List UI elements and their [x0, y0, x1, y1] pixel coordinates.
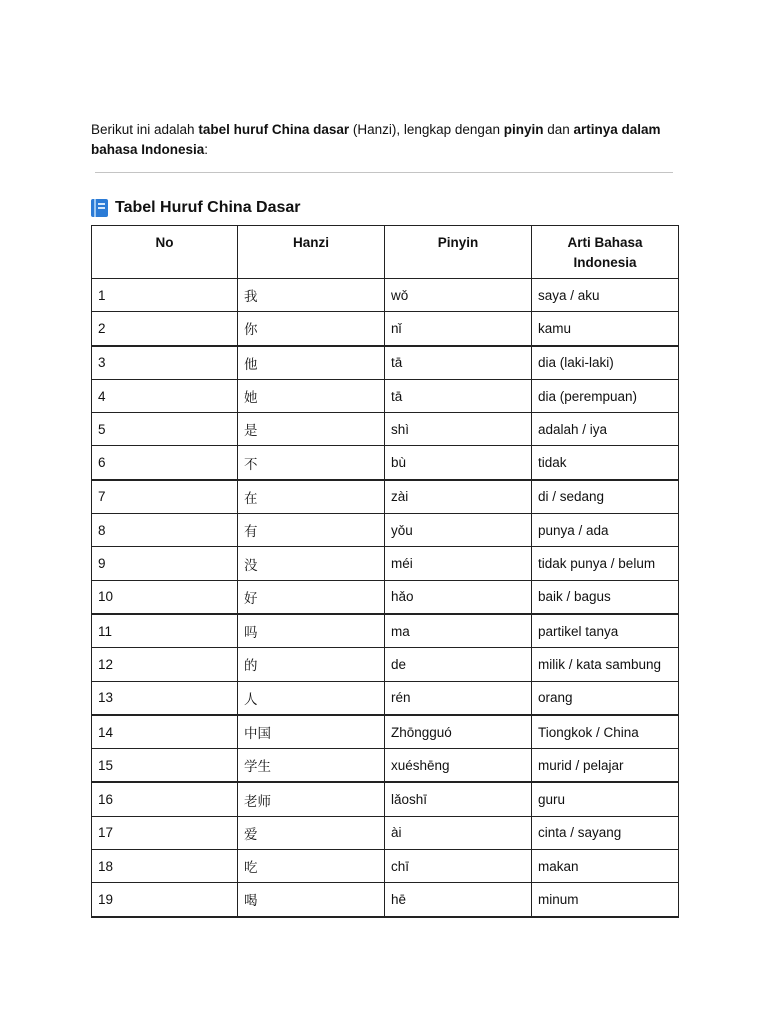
- cell-no: 6: [92, 446, 238, 480]
- intro-text-3: dan: [543, 121, 574, 137]
- table-row: [92, 883, 679, 917]
- cell-pinyin: Zhōngguó: [385, 715, 532, 749]
- table-row: [92, 749, 679, 783]
- cell-arti: dia (perempuan): [532, 379, 679, 412]
- table-row: [92, 681, 679, 715]
- cell-pinyin: yǒu: [385, 514, 532, 547]
- cell-pinyin: ma: [385, 614, 532, 648]
- cell-hanzi: 吃: [238, 850, 385, 883]
- cell-arti: orang: [532, 681, 679, 715]
- cell-hanzi: 学生: [238, 749, 385, 783]
- table-row: [92, 446, 679, 480]
- header-no: No: [92, 226, 238, 279]
- cell-hanzi: 没: [238, 547, 385, 580]
- cell-no: 19: [92, 883, 238, 917]
- section-heading: [91, 197, 301, 219]
- table-header-row: [92, 226, 679, 279]
- cell-no: 16: [92, 782, 238, 816]
- cell-pinyin: de: [385, 648, 532, 681]
- cell-arti: di / sedang: [532, 480, 679, 514]
- cell-no: 3: [92, 346, 238, 380]
- table-row: [92, 580, 679, 614]
- table-body: [92, 279, 679, 917]
- cell-hanzi: 中国: [238, 715, 385, 749]
- cell-pinyin: hǎo: [385, 580, 532, 614]
- hanzi-table: [91, 225, 679, 918]
- table-row: [92, 715, 679, 749]
- cell-no: 5: [92, 413, 238, 446]
- cell-pinyin: méi: [385, 547, 532, 580]
- intro-text-1: Berikut ini adalah: [91, 121, 199, 137]
- cell-no: 4: [92, 379, 238, 412]
- cell-pinyin: xuéshēng: [385, 749, 532, 783]
- table-row: [92, 413, 679, 446]
- cell-arti: tidak punya / belum: [532, 547, 679, 580]
- intro-text-2: (Hanzi), lengkap dengan: [349, 121, 504, 137]
- cell-arti: cinta / sayang: [532, 816, 679, 849]
- cell-arti: adalah / iya: [532, 413, 679, 446]
- intro-bold-2: pinyin: [503, 121, 544, 137]
- cell-arti: Tiongkok / China: [532, 715, 679, 749]
- cell-arti: dia (laki-laki): [532, 346, 679, 380]
- cell-pinyin: rén: [385, 681, 532, 715]
- table-row: [92, 346, 679, 380]
- cell-hanzi: 的: [238, 648, 385, 681]
- cell-no: 13: [92, 681, 238, 715]
- table-row: [92, 379, 679, 412]
- cell-no: 14: [92, 715, 238, 749]
- table-row: [92, 850, 679, 883]
- cell-no: 18: [92, 850, 238, 883]
- cell-arti: minum: [532, 883, 679, 917]
- cell-hanzi: 人: [238, 681, 385, 715]
- cell-hanzi: 不: [238, 446, 385, 480]
- header-arti: Arti Bahasa Indonesia: [532, 226, 679, 279]
- table-row: [92, 547, 679, 580]
- cell-no: 1: [92, 279, 238, 312]
- cell-pinyin: tā: [385, 346, 532, 380]
- cell-pinyin: tā: [385, 379, 532, 412]
- cell-arti: baik / bagus: [532, 580, 679, 614]
- cell-arti: murid / pelajar: [532, 749, 679, 783]
- table-row: [92, 614, 679, 648]
- table-row: [92, 514, 679, 547]
- cell-no: 9: [92, 547, 238, 580]
- table-row: [92, 279, 679, 312]
- cell-no: 12: [92, 648, 238, 681]
- cell-hanzi: 是: [238, 413, 385, 446]
- cell-hanzi: 爱: [238, 816, 385, 849]
- cell-pinyin: shì: [385, 413, 532, 446]
- cell-hanzi: 吗: [238, 614, 385, 648]
- table-row: [92, 648, 679, 681]
- cell-pinyin: zài: [385, 480, 532, 514]
- cell-hanzi: 你: [238, 312, 385, 346]
- cell-no: 8: [92, 514, 238, 547]
- cell-arti: kamu: [532, 312, 679, 346]
- cell-pinyin: bù: [385, 446, 532, 480]
- cell-hanzi: 好: [238, 580, 385, 614]
- cell-hanzi: 他: [238, 346, 385, 380]
- intro-bold-1: tabel huruf China dasar: [198, 121, 350, 137]
- cell-arti: guru: [532, 782, 679, 816]
- cell-pinyin: chī: [385, 850, 532, 883]
- cell-hanzi: 有: [238, 514, 385, 547]
- table-row: [92, 816, 679, 849]
- intro-bold-3: artinya dalam bahasa Indonesia: [91, 121, 661, 157]
- cell-arti: punya / ada: [532, 514, 679, 547]
- cell-arti: partikel tanya: [532, 614, 679, 648]
- cell-pinyin: wǒ: [385, 279, 532, 312]
- cell-arti: saya / aku: [532, 279, 679, 312]
- cell-pinyin: ài: [385, 816, 532, 849]
- intro-text-4: :: [204, 141, 209, 157]
- horizontal-divider: [95, 172, 673, 173]
- cell-no: 2: [92, 312, 238, 346]
- cell-arti: milik / kata sambung: [532, 648, 679, 681]
- table-row: [92, 480, 679, 514]
- cell-pinyin: nǐ: [385, 312, 532, 346]
- header-pinyin: Pinyin: [385, 226, 532, 279]
- cell-no: 7: [92, 480, 238, 514]
- cell-no: 11: [92, 614, 238, 648]
- blue-book-icon: [91, 199, 108, 217]
- cell-hanzi: 老师: [238, 782, 385, 816]
- cell-no: 10: [92, 580, 238, 614]
- header-hanzi: Hanzi: [238, 226, 385, 279]
- section-title: Tabel Huruf China Dasar: [115, 199, 301, 216]
- cell-no: 15: [92, 749, 238, 783]
- cell-arti: tidak: [532, 446, 679, 480]
- cell-hanzi: 我: [238, 279, 385, 312]
- cell-pinyin: lǎoshī: [385, 782, 532, 816]
- cell-no: 17: [92, 816, 238, 849]
- cell-hanzi: 喝: [238, 883, 385, 917]
- cell-hanzi: 在: [238, 480, 385, 514]
- intro-paragraph: [91, 120, 691, 160]
- table-row: [92, 782, 679, 816]
- cell-pinyin: hē: [385, 883, 532, 917]
- table-row: [92, 312, 679, 346]
- cell-hanzi: 她: [238, 379, 385, 412]
- cell-arti: makan: [532, 850, 679, 883]
